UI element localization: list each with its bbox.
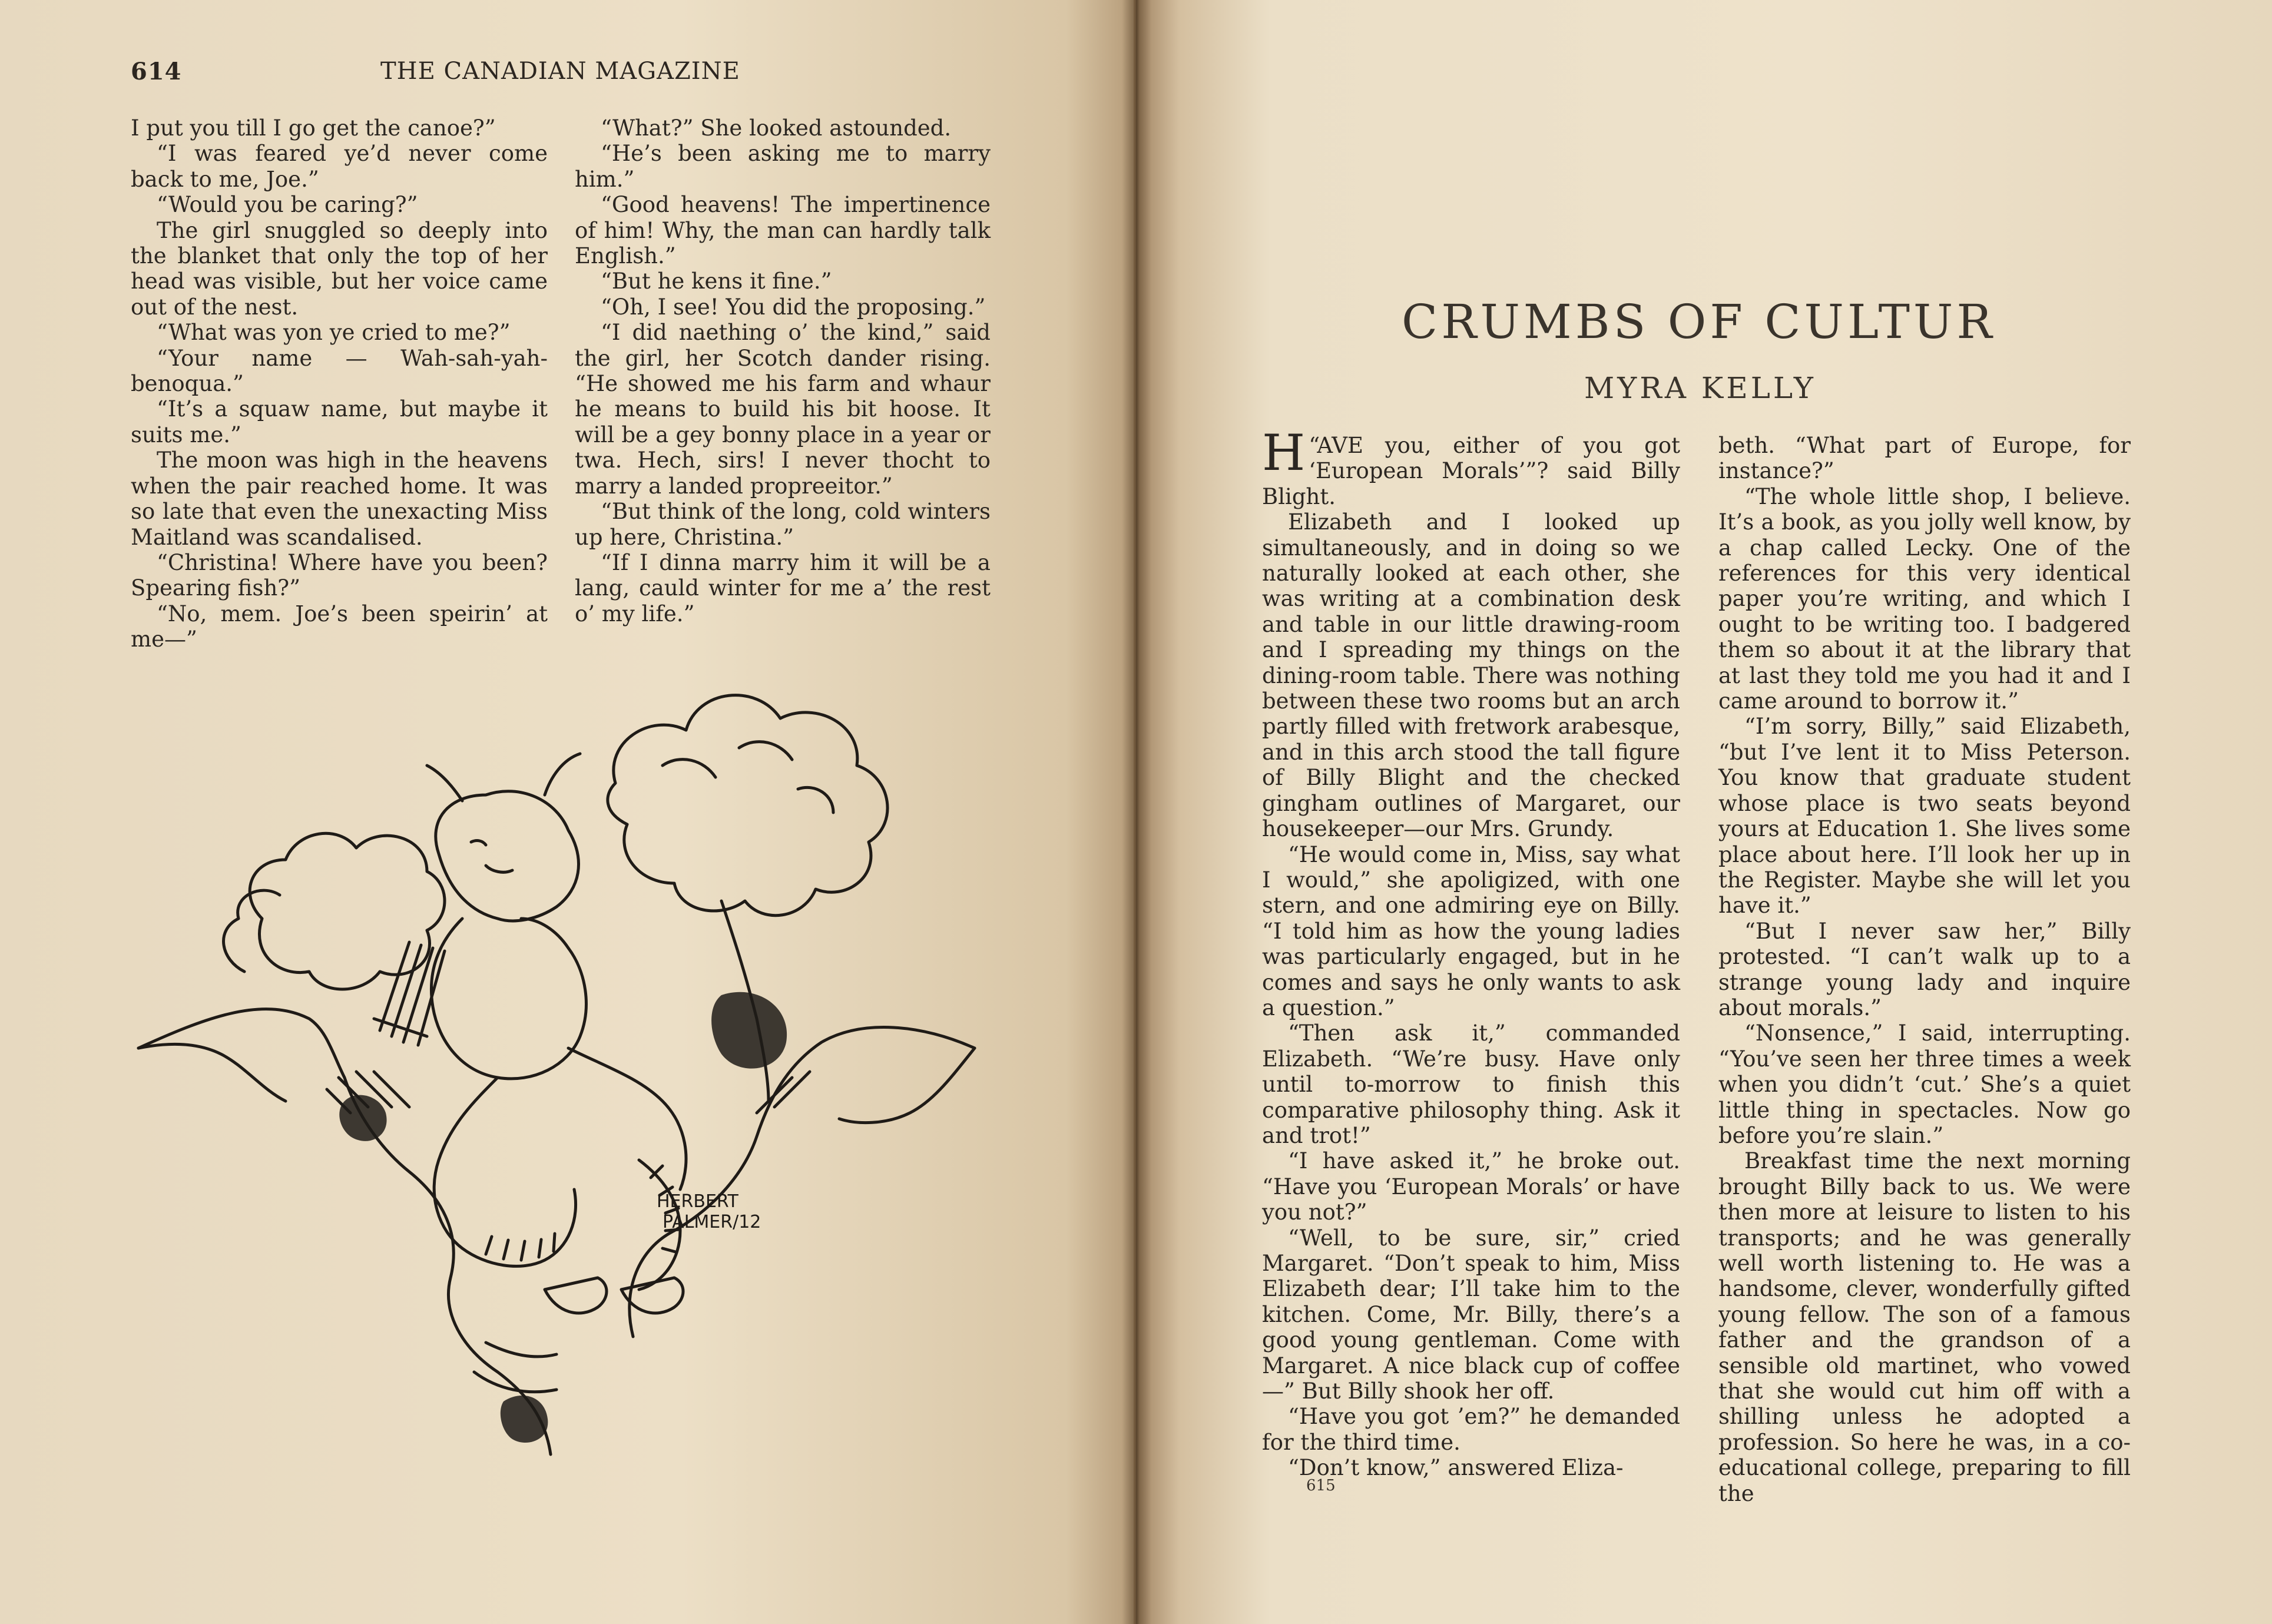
paragraph: “Don’t know,” answered Eliza-	[1288, 1455, 1624, 1481]
paragraph: “What was yon ye cried to me?”	[157, 320, 511, 346]
paragraph: “But think of the long, cold winters up here, Christina.”	[575, 499, 991, 550]
book-gutter	[1122, 0, 1151, 1624]
paragraph: “He would come in, Miss, say what I would,” she apoligized, with one stern, and one admiring eye on Billy. “I told him as how the young ladies was particularly engaged, but in he comes and says he only wants to ask a question.”	[1262, 841, 1680, 1020]
right-page	[1134, 0, 2272, 1624]
left-column-1	[131, 115, 548, 652]
opening-text: “AVE you, either of you got ‘European Morals’”? said Billy Blight.	[1262, 433, 1680, 509]
paragraph: “Oh, I see! You did the proposing.”	[601, 294, 986, 320]
paragraph: “Would you be caring?”	[157, 192, 418, 218]
paragraph: “But I never saw her,” Billy protested. “I can’t walk up to a strange young lady and inquire about morals.”	[1718, 918, 2131, 1020]
article-author: MYRA KELLY	[1584, 371, 1816, 405]
paragraph: “But he kens it fine.”	[601, 269, 832, 294]
right-column-1	[1262, 424, 1680, 1481]
running-title: THE CANADIAN MAGAZINE	[380, 58, 740, 85]
paragraph: “No, mem. Joe’s been speirin’ at me—”	[131, 601, 548, 652]
paragraph: beth. “What part of Europe, for instance?”	[1718, 433, 2131, 484]
paragraph: “I have asked it,” he broke out. “Have you ‘European Morals’ or have you not?”	[1262, 1148, 1680, 1225]
paragraph: “Good heavens! The impertinence of him! Why, the man can hardly talk English.”	[575, 192, 991, 269]
paragraph: “I’m sorry, Billy,” said Elizabeth, “but I’ve lent it to Miss Peterson. You know that graduate student whose place is two seats beyond yours at Education 1. She lives some place about here. I’ll look her up in the Register. Maybe she will let you have it.”	[1718, 714, 2131, 919]
paragraph: Breakfast time the next morning brought Billy back to us. We were then more at leisure to listen to his transports; and he was generally well worth listening to. He was a handsome, clever, wonderfully gifted young fellow. The son of a famous father and the grandson of a sensible old martinet, who vowed that she would cut him off with a shilling unless he adopted a profession. So here he was, in a co-educational college, preparing to fill the	[1718, 1148, 2131, 1506]
paragraph: “Have you got ’em?” he demanded for the third time.	[1262, 1404, 1680, 1455]
paragraph: “Christina! Where have you been? Spearing fish?”	[131, 549, 548, 601]
paragraph: Elizabeth and I looked up simultaneously, and in doing so we naturally looked at each other, she was writing at a combination desk and table in our little drawing-room and I spreading my things on the dining-room table. There was nothing between these two rooms but an arch partly filled with fretwork arabesque, and in this arch stood the tall figure of Billy Blight and the checked gingham outlines of Margaret, our housekeeper—our Mrs. Grundy.	[1262, 509, 1680, 842]
article-title: CRUMBS OF CULTUR	[1402, 294, 1996, 349]
paragraph: “He’s been asking me to marry him.”	[575, 141, 991, 192]
right-column-2	[1718, 433, 2131, 1506]
signature-line-2: PALMER/12	[663, 1212, 761, 1232]
paragraph: “I was feared ye’d never come back to me, Joe.”	[131, 141, 548, 192]
illustration-signature	[657, 1191, 761, 1232]
left-page	[0, 0, 1134, 1624]
paragraph: “If I dinna marry him it will be a lang, cauld winter for me a’ the rest o’ my life.”	[575, 549, 991, 627]
left-column-2	[575, 115, 991, 627]
paragraph: The moon was high in the heavens when the pair reached home. It was so late that even the unexacting Miss Maitland was scandalised.	[131, 448, 548, 550]
page-number-right: 615	[1306, 1477, 1336, 1494]
paragraph: “Then ask it,” commanded Elizabeth. “We’re busy. Have only until to-morrow to finish this comparative philosophy thing. Ask it and trot!”	[1262, 1020, 1680, 1148]
page-number-left: 614	[131, 58, 182, 85]
paragraph: “Your name — Wah-sah-yah-benoqua.”	[131, 345, 548, 397]
paragraph: “I did naething o’ the kind,” said the girl, her Scotch dander rising. “He showed me his farm and whaur he means to build his bit hoose. It will be a gey bonny place in a year or twa. Hech, sirs! I never thocht to marry a landed propreeitor.”	[575, 320, 991, 499]
paragraph: “What?” She looked astounded.	[601, 115, 952, 141]
paragraph: I put you till I go get the canoe?”	[131, 115, 496, 141]
paragraph: The girl snuggled so deeply into the blanket that only the top of her head was visible, but her voice came out of the nest.	[131, 217, 548, 320]
paragraph: “It’s a squaw name, but maybe it suits me.”	[131, 396, 548, 448]
paragraph: “Well, to be sure, sir,” cried Margaret. “Don’t speak to him, Miss Elizabeth dear; I’ll take him to the kitchen. Come, Mr. Billy, there’s a good young gentleman. Come with Margaret. A nice black cup of coffee—” But Billy shook her off.	[1262, 1225, 1680, 1404]
paragraph	[1262, 424, 1680, 509]
paragraph: “Nonsence,” I said, interrupting. “You’ve seen her three times a week when you didn’t ‘cut.’ She’s a quiet little thing in spectacles. Now go before you’re slain.”	[1718, 1020, 2131, 1148]
faun-illustration	[133, 665, 986, 1466]
drop-cap: H	[1262, 424, 1306, 482]
paragraph: “The whole little shop, I believe. It’s a book, as you jolly well know, by a chap called Lecky. One of the references for this very identical paper you’re writing, and which I ought to be writing too. I badgered them so about it at the library that at last they told me you had it and I came around to borrow it.”	[1718, 483, 2131, 714]
signature-line-1: HERBERT	[657, 1191, 738, 1212]
